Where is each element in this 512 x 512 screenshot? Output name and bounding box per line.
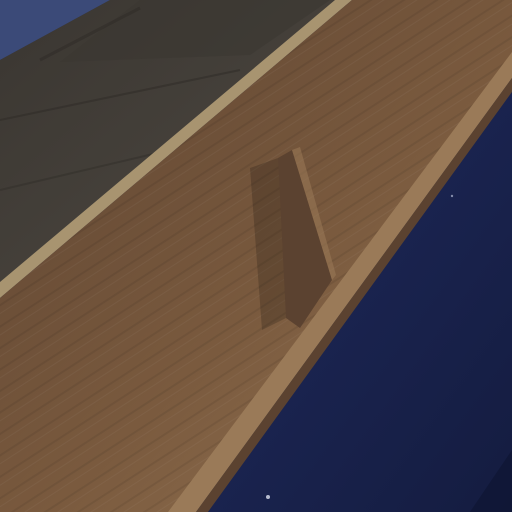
carpet-speck [266,495,270,499]
carpet-speck [451,195,453,197]
